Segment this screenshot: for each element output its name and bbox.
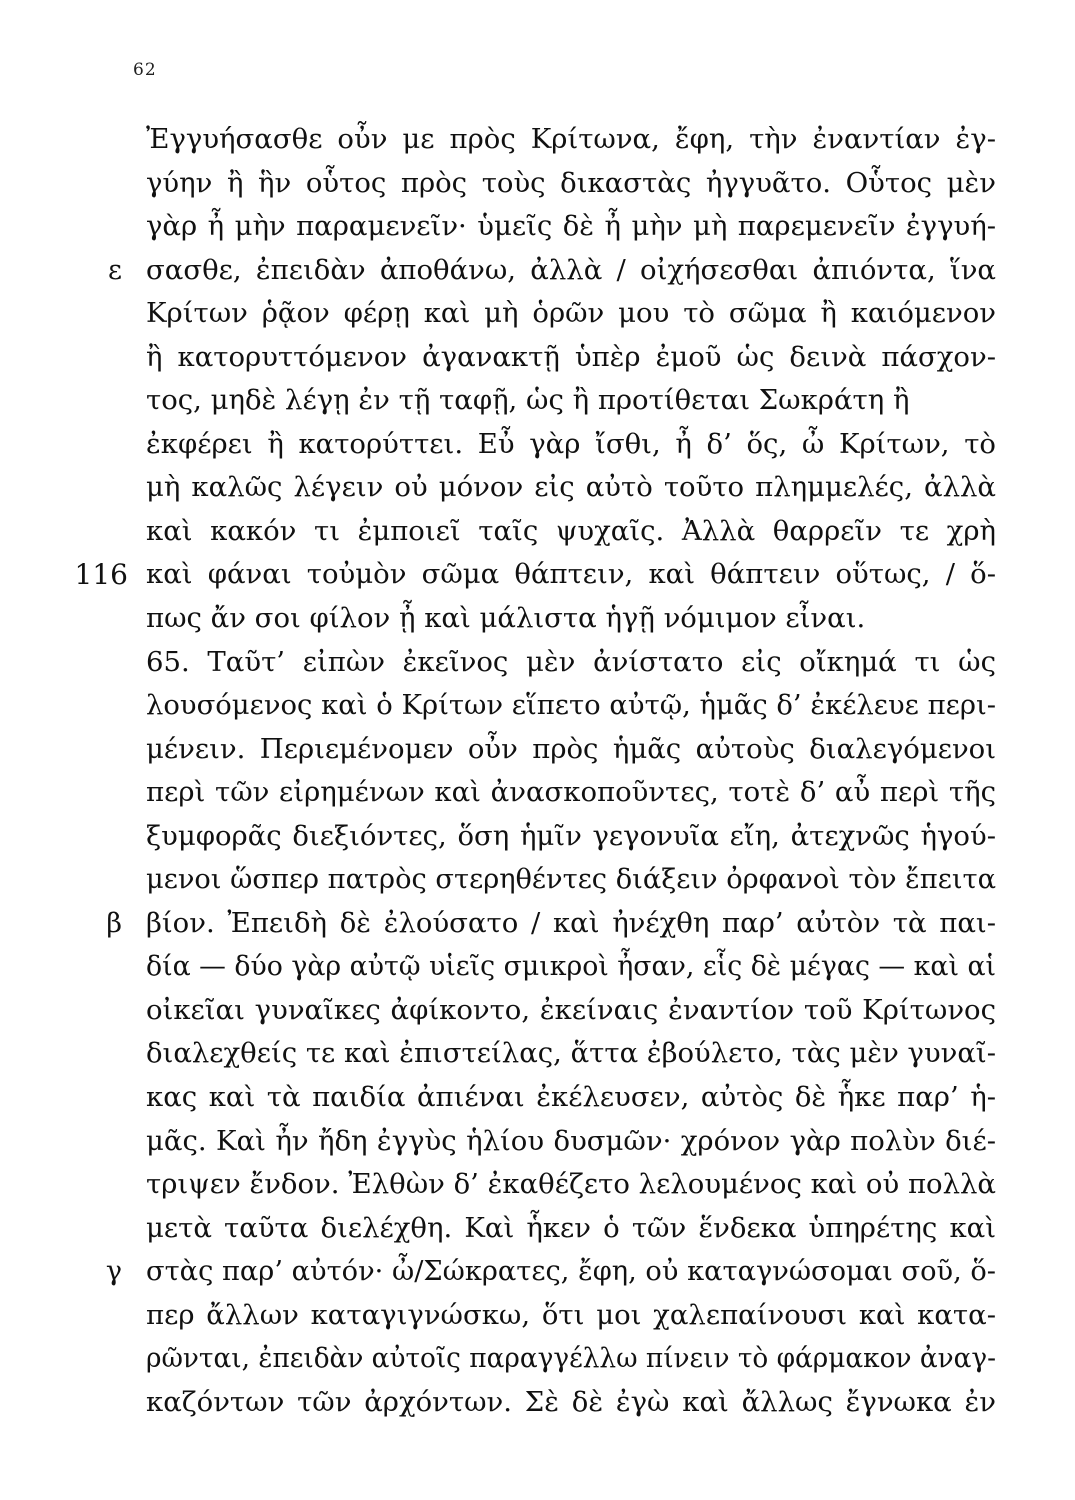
text-line	[146, 162, 996, 206]
line-text: οἰκεῖαι γυναῖκες ἀφίκοντο, ἐκείναις ἐναντίον τοῦ Κρίτωνος	[146, 993, 996, 1026]
text-line	[146, 641, 996, 685]
line-text: μενοι ὥσπερ πατρὸς στερηθέντες διάξειν ὀρφανοὶ τὸν ἔπειτα	[146, 863, 996, 896]
text-line	[146, 1294, 996, 1338]
text-line	[146, 1120, 996, 1164]
line-text: τος, μηδὲ λέγῃ ἐν τῇ ταφῇ, ὡς ἢ προτίθεται Σωκράτη ἢ	[146, 384, 910, 417]
text-line	[105, 1250, 996, 1294]
line-text: κας καὶ τὰ παιδία ἀπιέναι ἐκέλευσεν, αὐτὸς δὲ ἧκε παρ’ ἡ-	[146, 1081, 996, 1114]
line-text: βίον. Ἐπειδὴ δὲ ἐλούσατο / καὶ ἠνέχθη παρ’ αὐτὸν τὰ παι-	[146, 906, 996, 939]
line-text: μᾶς. Καὶ ἦν ἤδη ἐγγὺς ἡλίου δυσμῶν· χρόνον γὰρ πολὺν διέ-	[146, 1124, 996, 1157]
line-text: μὴ καλῶς λέγειν οὐ μόνον εἰς αὐτὸ τοῦτο πλημμελές, ἀλλὰ	[146, 471, 996, 504]
text-line	[146, 205, 996, 249]
line-text: μετὰ ταῦτα διελέχθη. Καὶ ἧκεν ὁ τῶν ἕνδεκα ὑπηρέτης καὶ	[146, 1211, 996, 1244]
line-text: καὶ κακόν τι ἐμποιεῖ ταῖς ψυχαῖς. Ἀλλὰ θαρρεῖν τε χρὴ	[146, 514, 996, 547]
line-text: δία — δύο γὰρ αὐτῷ υἱεῖς σμικροὶ ἦσαν, εἷς δὲ μέγας — καὶ αἱ	[146, 950, 996, 983]
line-text: γύην ἢ ἣν οὗτος πρὸς τοὺς δικαστὰς ἠγγυᾶτο. Οὗτος μὲν	[146, 166, 996, 199]
line-text: τριψεν ἔνδον. Ἐλθὼν δ’ ἐκαθέζετο λελουμένος καὶ οὐ πολλὰ	[146, 1168, 996, 1201]
text-line	[146, 510, 996, 554]
text-line	[146, 728, 996, 772]
line-text: μένειν. Περιεμένομεν οὖν πρὸς ἡμᾶς αὐτοὺς διαλεγόμενοι	[146, 732, 996, 765]
line-text: 65. Ταῦτ’ εἰπὼν ἐκεῖνος μὲν ἀνίστατο εἰς οἴκημά τι ὡς	[146, 645, 996, 678]
text-line	[74, 553, 996, 597]
line-text: Κρίτων ῥᾷον φέρῃ καὶ μὴ ὁρῶν μου τὸ σῶμα ἢ καιόμενον	[146, 297, 996, 330]
line-text: καζόντων τῶν ἀρχόντων. Σὲ δὲ ἐγὼ καὶ ἄλλως ἔγνωκα ἐν	[146, 1385, 996, 1418]
line-text: ρῶνται, ἐπειδὰν αὐτοῖς παραγγέλλω πίνειν τὸ φάρμακον ἀναγ-	[146, 1342, 996, 1375]
text-line	[146, 1076, 996, 1120]
margin-reference: γ	[105, 1256, 122, 1288]
text-line	[146, 118, 996, 162]
text-line	[146, 1381, 996, 1425]
text-line	[146, 989, 996, 1033]
text-line	[146, 1337, 996, 1381]
text-line	[146, 292, 996, 336]
page-number: 62	[133, 60, 157, 80]
line-text: πως ἄν σοι φίλον ᾖ καὶ μάλιστα ἡγῇ νόμιμον εἶναι.	[146, 602, 866, 635]
margin-reference: ε	[108, 254, 122, 286]
text-line	[108, 249, 996, 293]
line-text: ἐκφέρει ἢ κατορύττει. Εὖ γὰρ ἴσθι, ἦ δ’ ὅς, ὦ Κρίτων, τὸ	[146, 427, 996, 460]
margin-reference: β	[106, 907, 122, 939]
text-line	[146, 336, 996, 380]
line-text: διαλεχθείς τε καὶ ἐπιστείλας, ἅττα ἐβούλετο, τὰς μὲν γυναῖ-	[146, 1037, 996, 1070]
text-line	[146, 684, 996, 728]
line-text: καὶ φάναι τοὐμὸν σῶμα θάπτειν, καὶ θάπτειν οὕτως, / ὅ-	[146, 558, 996, 591]
line-text: λουσόμενος καὶ ὁ Κρίτων εἵπετο αὐτῷ, ἡμᾶς δ’ ἐκέλευε περι-	[146, 689, 996, 722]
text-line	[146, 466, 996, 510]
text-line	[146, 597, 996, 641]
line-text: Ἐγγυήσασθε οὖν με πρὸς Κρίτωνα, ἔφη, τὴν ἐναντίαν ἐγ-	[146, 123, 996, 155]
line-text: γὰρ ἦ μὴν παραμενεῖν· ὑμεῖς δὲ ἦ μὴν μὴ παρεμενεῖν ἐγγυή-	[146, 210, 996, 243]
text-line	[146, 1032, 996, 1076]
line-text: σασθε, ἐπειδὰν ἀποθάνω, ἀλλὰ / οἰχήσεσθαι ἀπιόντα, ἵνα	[146, 253, 996, 286]
text-line	[146, 1207, 996, 1251]
line-text: στὰς παρ’ αὐτόν· ὦ/Σώκρατες, ἔφη, οὐ καταγνώσομαι σοῦ, ὅ-	[146, 1255, 996, 1288]
text-line	[146, 858, 996, 902]
text-line	[146, 423, 996, 467]
margin-reference: 116	[74, 558, 128, 592]
line-text: ξυμφορᾶς διεξιόντες, ὅση ἡμῖν γεγονυῖα εἴη, ἀτεχνῶς ἡγού-	[146, 819, 996, 852]
text-line	[106, 902, 996, 946]
line-text: περ ἄλλων καταγιγνώσκω, ὅτι μοι χαλεπαίνουσι καὶ κατα-	[146, 1298, 996, 1331]
line-text: ἢ κατορυττόμενον ἀγανακτῇ ὑπὲρ ἐμοῦ ὡς δεινὰ πάσχον-	[146, 340, 996, 373]
text-line	[146, 379, 996, 423]
text-line	[146, 1163, 996, 1207]
line-text: περὶ τῶν εἰρημένων καὶ ἀνασκοποῦντες, τοτὲ δ’ αὖ περὶ τῆς	[146, 776, 996, 809]
greek-text-body	[74, 118, 996, 1424]
text-line	[146, 771, 996, 815]
text-line	[146, 945, 996, 989]
text-line	[146, 815, 996, 859]
